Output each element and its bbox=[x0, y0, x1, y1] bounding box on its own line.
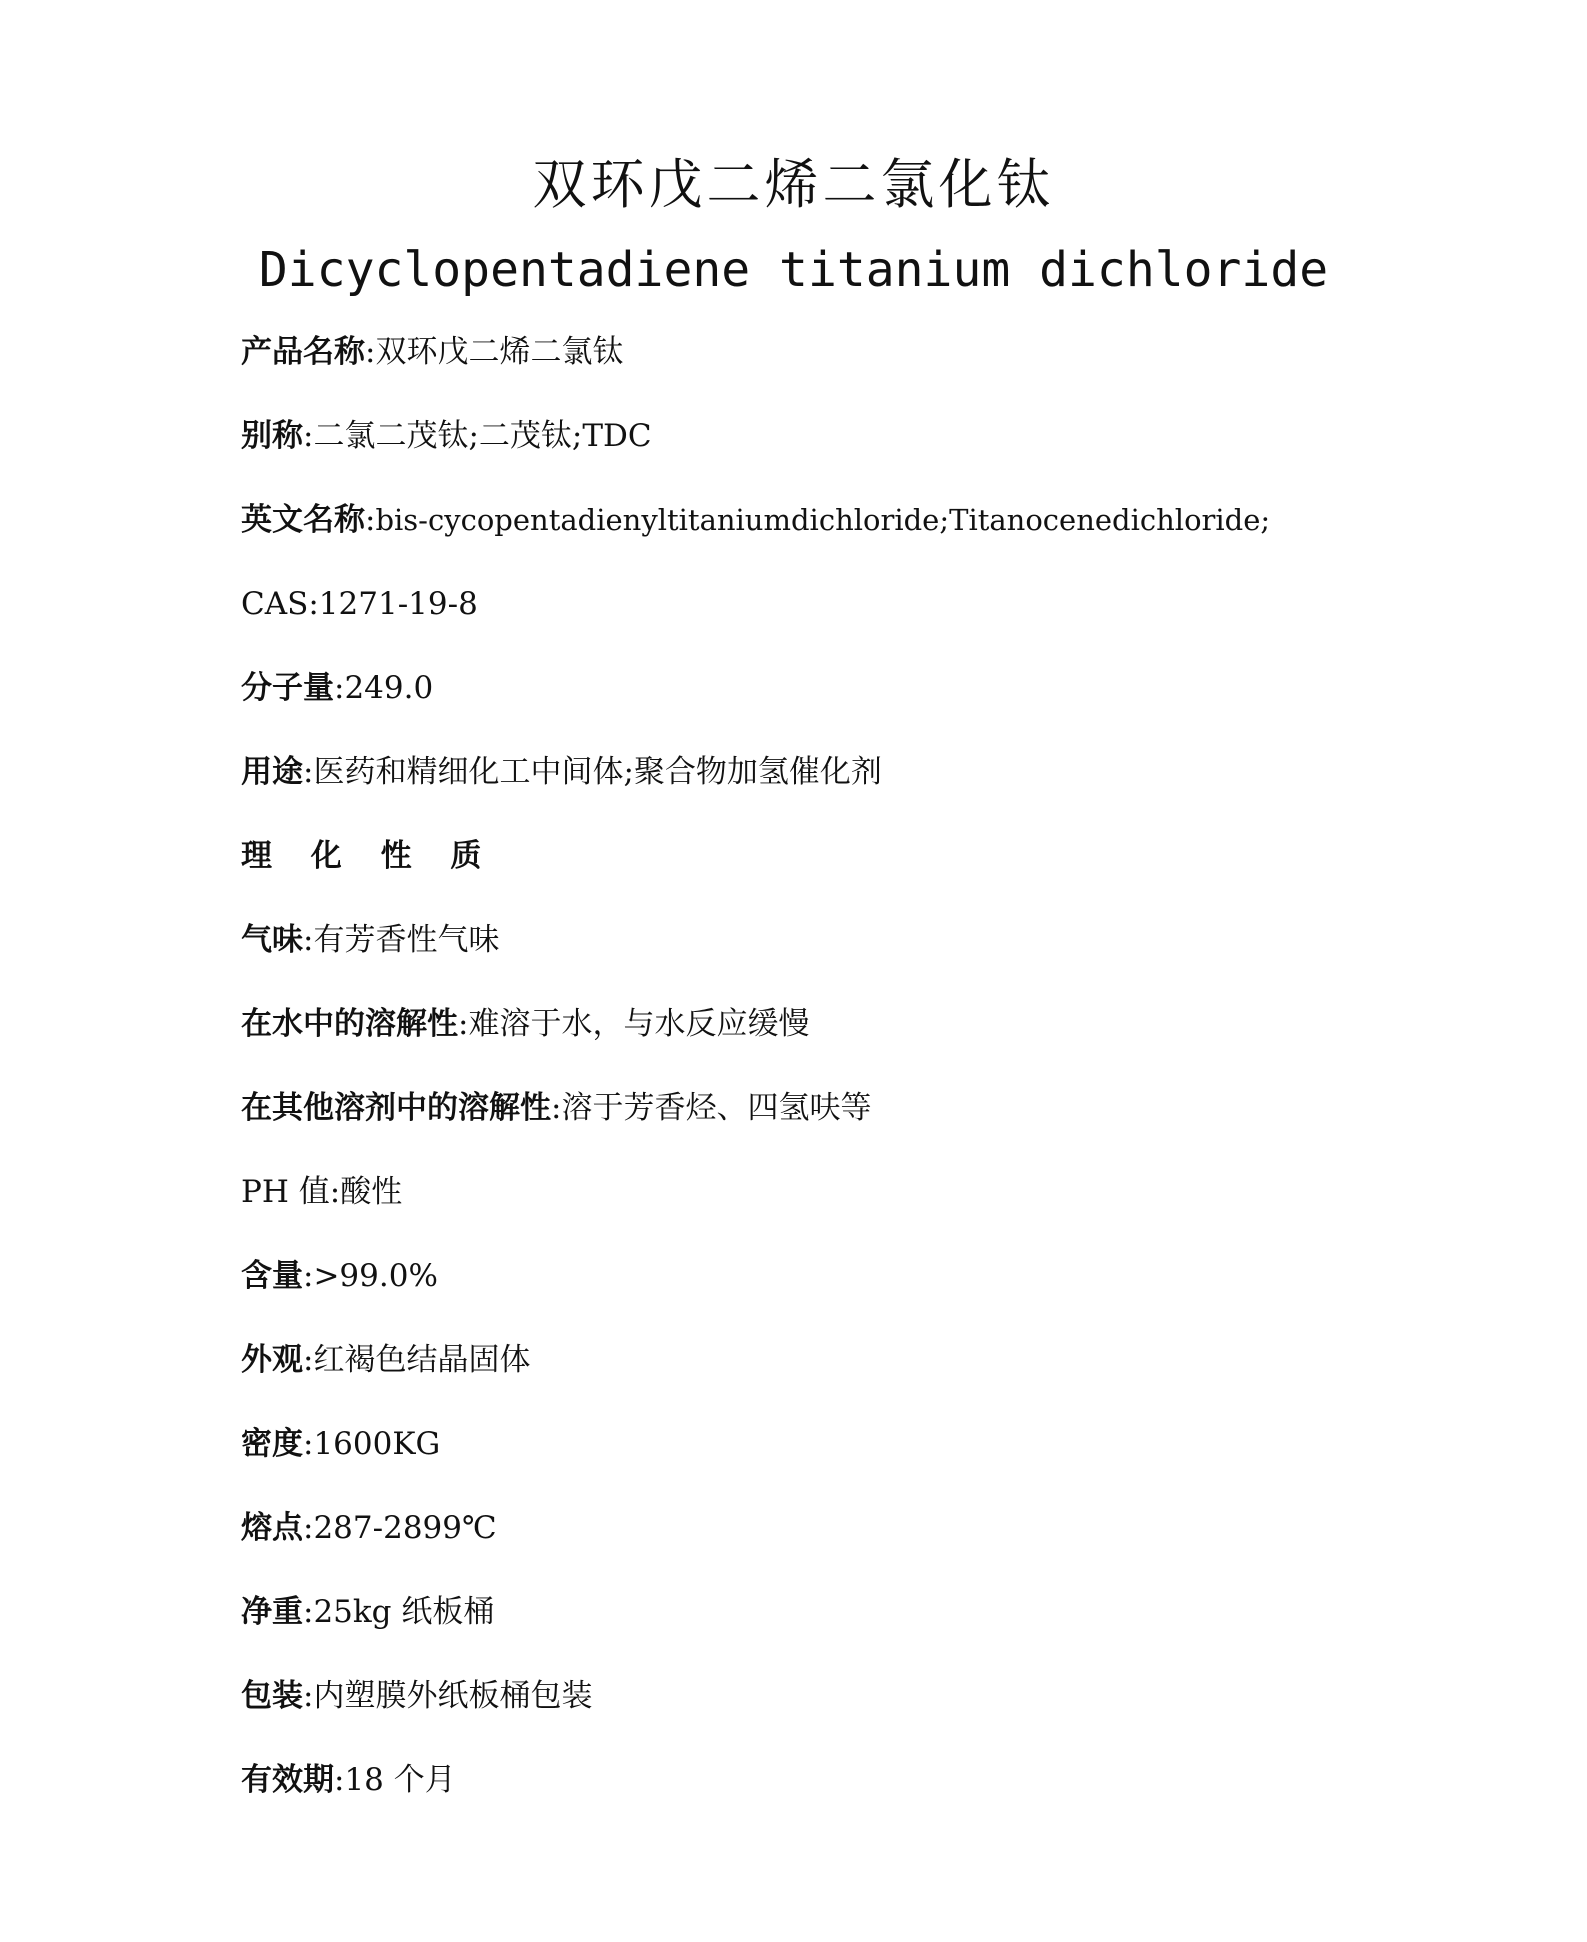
field-molecular-weight bbox=[241, 666, 1441, 750]
field-label: 气味 bbox=[241, 922, 303, 958]
field-value: 有芳香性气味 bbox=[313, 922, 500, 958]
field-separator: : bbox=[303, 1426, 314, 1462]
field-value: 二氯二茂钛;二茂钛;TDC bbox=[313, 418, 652, 454]
field-separator: : bbox=[303, 418, 314, 454]
field-shelf-life bbox=[241, 1758, 1441, 1842]
field-label: 别称 bbox=[241, 418, 303, 454]
property-list bbox=[241, 330, 1441, 1842]
title-english: Dicyclopentadiene titanium dichloride bbox=[258, 242, 1329, 298]
field-label: 用途 bbox=[241, 754, 303, 790]
section-heading: 理 化 性 质 bbox=[241, 838, 496, 874]
field-label: 熔点 bbox=[241, 1510, 303, 1546]
field-content bbox=[241, 1254, 1441, 1338]
field-label: 产品名称 bbox=[241, 334, 365, 370]
field-label: 外观 bbox=[241, 1342, 303, 1378]
field-separator: : bbox=[551, 1090, 562, 1126]
field-separator: : bbox=[303, 1342, 314, 1378]
field-label: 在其他溶剂中的溶解性 bbox=[241, 1090, 551, 1126]
field-label: CAS bbox=[241, 586, 309, 622]
field-label: 密度 bbox=[241, 1426, 303, 1462]
field-solvent-solubility bbox=[241, 1086, 1441, 1170]
field-value: 溶于芳香烃、四氢呋等 bbox=[561, 1090, 872, 1126]
field-value: 难溶于水，与水反应缓慢 bbox=[468, 1006, 810, 1042]
field-odor bbox=[241, 918, 1441, 1002]
field-value: bis-cycopentadienyltitaniumdichloride;Titanocenedichloride; bbox=[375, 503, 1271, 537]
field-separator: : bbox=[365, 502, 376, 538]
field-usage bbox=[241, 750, 1441, 834]
field-net-weight bbox=[241, 1590, 1441, 1674]
field-density bbox=[241, 1422, 1441, 1506]
field-value: 287-2899℃ bbox=[313, 1510, 497, 1546]
field-separator: : bbox=[303, 1258, 314, 1294]
field-cas bbox=[241, 582, 1441, 666]
field-value: 25kg 纸板桶 bbox=[313, 1594, 495, 1630]
field-separator: : bbox=[303, 1678, 314, 1714]
field-separator: : bbox=[365, 334, 376, 370]
field-separator: : bbox=[303, 1510, 314, 1546]
field-value: 18 个月 bbox=[344, 1762, 456, 1798]
field-label: 净重 bbox=[241, 1594, 303, 1630]
field-separator: : bbox=[308, 586, 319, 622]
field-english-name bbox=[241, 498, 1441, 582]
field-separator: : bbox=[303, 754, 314, 790]
field-label: 分子量 bbox=[241, 670, 334, 706]
field-label: PH 值 bbox=[241, 1174, 330, 1210]
field-water-solubility bbox=[241, 1002, 1441, 1086]
field-label: 有效期 bbox=[241, 1762, 334, 1798]
field-value: 酸性 bbox=[340, 1174, 403, 1210]
section-heading-properties bbox=[241, 834, 1441, 918]
field-value: 1600KG bbox=[313, 1426, 441, 1462]
field-melting-point bbox=[241, 1506, 1441, 1590]
field-value: 红褐色结晶固体 bbox=[313, 1342, 531, 1378]
field-ph bbox=[241, 1170, 1441, 1254]
field-separator: : bbox=[303, 922, 314, 958]
title-chinese: 双环戊二烯二氯化钛 bbox=[532, 153, 1055, 216]
field-separator: : bbox=[458, 1006, 469, 1042]
field-label: 英文名称 bbox=[241, 502, 365, 538]
field-separator: : bbox=[334, 670, 345, 706]
field-value: 1271-19-8 bbox=[318, 586, 478, 622]
field-label: 在水中的溶解性 bbox=[241, 1006, 458, 1042]
field-separator: : bbox=[329, 1174, 341, 1210]
field-separator: : bbox=[334, 1762, 345, 1798]
field-value: >99.0% bbox=[313, 1258, 438, 1294]
field-separator: : bbox=[303, 1594, 314, 1630]
field-appearance bbox=[241, 1338, 1441, 1422]
field-value: 249.0 bbox=[344, 670, 434, 706]
field-value: 内塑膜外纸板桶包装 bbox=[313, 1678, 593, 1714]
field-value: 医药和精细化工中间体;聚合物加氢催化剂 bbox=[313, 754, 882, 790]
field-alias bbox=[241, 414, 1441, 498]
field-packaging bbox=[241, 1674, 1441, 1758]
field-value: 双环戊二烯二氯钛 bbox=[375, 334, 624, 370]
field-product-name bbox=[241, 330, 1441, 414]
field-label: 包装 bbox=[241, 1678, 303, 1714]
field-label: 含量 bbox=[241, 1258, 303, 1294]
